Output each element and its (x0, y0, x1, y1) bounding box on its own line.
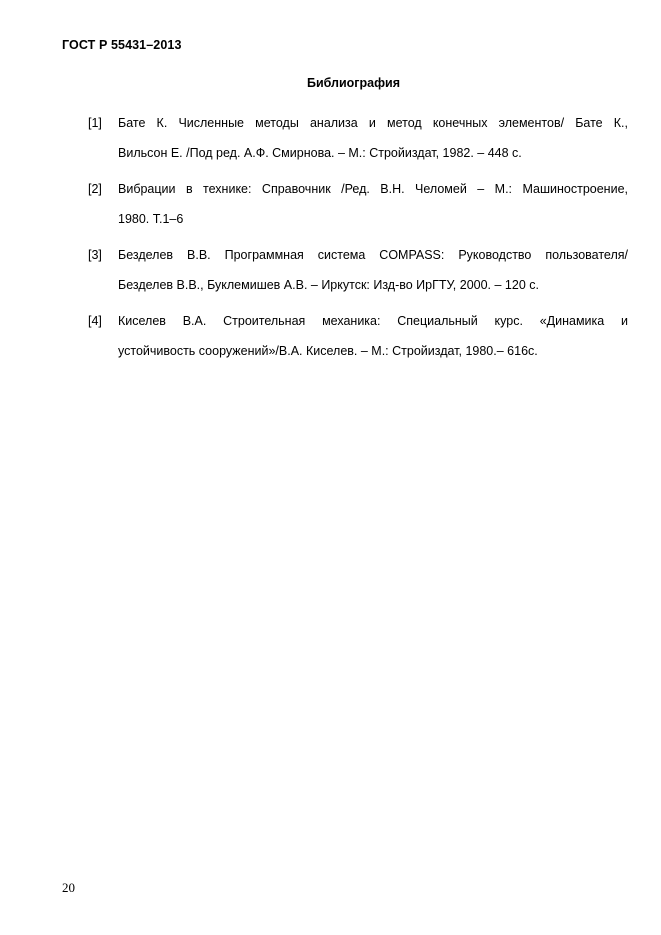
entry-number: [3] (88, 248, 102, 262)
entry-number: [1] (88, 116, 102, 130)
bibliography-entry-4 (88, 306, 628, 366)
entry-text-line: 1980. Т.1–6 (118, 212, 184, 226)
page-number: 20 (62, 880, 75, 895)
bibliography-entry-1 (88, 108, 628, 168)
bibliography-title: Библиография (306, 76, 401, 90)
entry-text-line: Безделев В.В. Программная система COMPASS: Руководство пользователя/ (118, 248, 628, 262)
entry-text-line: Киселев В.А. Строительная механика: Специальный курс. «Динамика и (118, 314, 628, 328)
document-code: ГОСТ Р 55431–2013 (62, 38, 182, 52)
bibliography-entry-2 (88, 174, 628, 234)
entry-text-line: Безделев В.В., Буклемишев А.В. – Иркутск: Изд-во ИрГТУ, 2000. – 120 с. (118, 278, 539, 292)
entry-number: [2] (88, 182, 102, 196)
entry-text-line: Вильсон Е. /Под ред. А.Ф. Смирнова. – М.: Стройиздат, 1982. – 448 с. (118, 146, 522, 160)
bibliography-entry-3 (88, 240, 628, 300)
entry-text-line: устойчивость сооружений»/В.А. Киселев. – М.: Стройиздат, 1980.– 616с. (118, 344, 538, 358)
entry-text-line: Вибрации в технике: Справочник /Ред. В.Н. Челомей – М.: Машиностроение, (118, 182, 628, 196)
entry-number: [4] (88, 314, 102, 328)
bibliography-list (88, 108, 628, 372)
entry-text-line: Бате К. Численные методы анализа и метод конечных элементов/ Бате К., (118, 116, 628, 130)
